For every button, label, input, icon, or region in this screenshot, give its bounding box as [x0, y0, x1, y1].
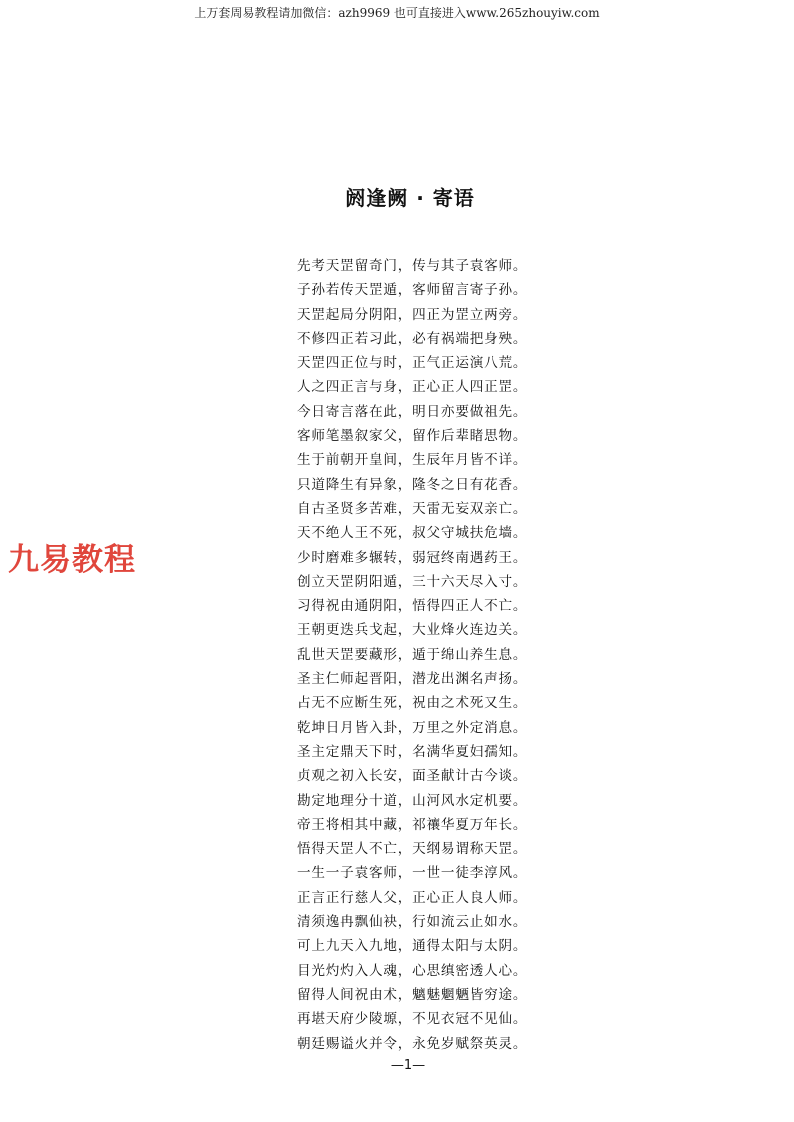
poem-line: 天罡起局分阴阳，四正为罡立两旁。	[297, 306, 528, 323]
poem-line: 悟得天罡人不亡，天纲易谓称天罡。	[297, 841, 528, 858]
poem-line: 占无不应断生死，祝由之术死又生。	[297, 695, 528, 712]
poem-line: 习得祝由通阴阳，悟得四正人不亡。	[297, 598, 528, 615]
poem-line: 贞观之初入长安，面圣献计古今谈。	[297, 768, 528, 785]
poem-line: 天罡四正位与时，正气正运演八荒。	[297, 355, 528, 372]
poem-line: 生于前朝开皇间，生辰年月皆不详。	[297, 452, 528, 469]
poem-line: 乱世天罡要藏形，遁于绵山养生息。	[297, 646, 528, 663]
poem-line: 先考天罡留奇门，传与其子袁客师。	[297, 258, 528, 274]
poem-line: 一生一子袁客师，一世一徒李淳风。	[297, 865, 528, 882]
poem-line: 朝廷赐谥火并令，永免岁赋祭英灵。	[297, 1035, 528, 1052]
poem-line: 勘定地理分十道，山河风水定机要。	[297, 792, 528, 809]
poem-line: 今日寄言落在此，明日亦要做祖先。	[297, 403, 528, 420]
page-title: 阏逢阙 · 寄语	[345, 186, 475, 210]
poem-line: 只道降生有异象，隆冬之日有花香。	[297, 476, 528, 493]
poem-line: 清须逸冉飘仙袂，行如流云止如水。	[297, 914, 528, 931]
poem-line: 客师笔墨叙家父，留作后辈睹思物。	[297, 428, 528, 445]
poem-line: 自古圣贤多苦难，天雷无妄双亲亡。	[297, 500, 528, 517]
poem-line: 人之四正言与身，正心正人四正罡。	[297, 379, 528, 396]
poem-line: 可上九天入九地，通得太阳与太阴。	[297, 938, 528, 955]
poem-line: 天不绝人王不死，叔父守城扶危墙。	[297, 525, 528, 542]
poem-line: 帝王将相其中藏，祁禳华夏万年长。	[297, 816, 528, 833]
poem-line: 目光灼灼入人魂，心思缜密透人心。	[297, 962, 528, 979]
poem-line: 子孙若传天罡遁，客师留言寄子孙。	[297, 282, 528, 299]
poem-line: 王朝更迭兵戈起，大业烽火连边关。	[297, 622, 528, 639]
poem-line: 圣主仁师起晋阳，潜龙出渊名声扬。	[297, 671, 528, 688]
poem-line: 留得人间祝由术，魑魅魍魉皆穷途。	[297, 986, 528, 1003]
poem-line: 乾坤日月皆入卦，万里之外定消息。	[297, 719, 528, 736]
watermark-logo: 九易教程	[8, 542, 136, 578]
poem-line: 不修四正若习此，必有祸端把身殃。	[297, 330, 528, 347]
poem-line: 正言正行慈人父，正心正人良人师。	[297, 889, 528, 906]
header-note: 上万套周易教程请加微信：azh9969 也可直接进入www.265zhouyiw.com	[194, 6, 600, 20]
poem-body	[297, 254, 537, 1056]
page-number: —1—	[390, 1058, 426, 1073]
poem-line: 创立天罡阴阳遁，三十六天尽入寸。	[297, 573, 528, 590]
poem-line: 再堪天府少陵塬，不见衣冠不见仙。	[297, 1011, 528, 1028]
poem-line: 圣主定鼎天下时，名满华夏妇孺知。	[297, 743, 528, 760]
poem-line: 少时磨难多辗转，弱冠终南遇药王。	[297, 549, 528, 566]
